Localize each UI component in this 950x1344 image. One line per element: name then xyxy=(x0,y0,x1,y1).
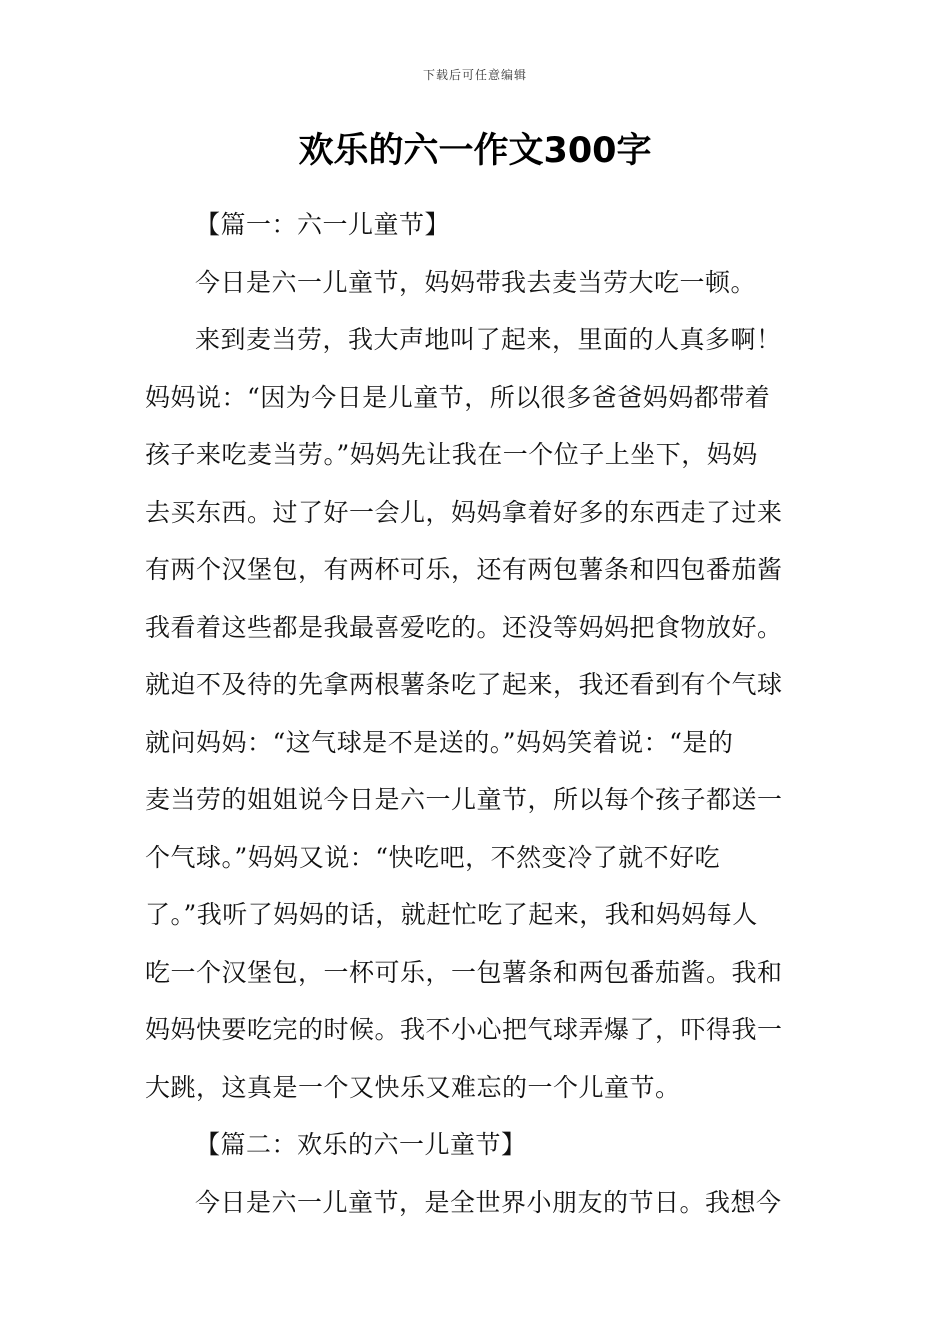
paragraph-line: 吃一个汉堡包，一杯可乐，一包薯条和两包番茄酱。我和 xyxy=(145,957,783,987)
paragraph-line: 大跳，这真是一个又快乐又难忘的一个儿童节。 xyxy=(145,1072,681,1102)
paragraph-line: 今日是六一儿童节，是全世界小朋友的节日。我想今 xyxy=(195,1187,782,1217)
paragraph-line: 麦当劳的姐姐说今日是六一儿童节，所以每个孩子都送一 xyxy=(145,785,783,814)
paragraph-line: 有两个汉堡包，有两杯可乐，还有两包薯条和四包番茄酱 xyxy=(145,555,783,584)
paragraph-line: 个气球。”妈妈又说：“快吃吧，不然变冷了就不好吃 xyxy=(145,842,721,872)
paragraph-line: 就迫不及待的先拿两根薯条吃了起来，我还看到有个气球 xyxy=(145,670,783,699)
paragraph-line: 妈妈快要吃完的时候。我不小心把气球弄爆了，吓得我一 xyxy=(145,1015,783,1044)
section-heading-2: 【篇二：欢乐的六一儿童节】 xyxy=(195,1130,527,1159)
header-note: 下载后可任意编辑 xyxy=(422,68,527,82)
paragraph-line: 孩子来吃麦当劳。”妈妈先让我在一个位子上坐下，妈妈 xyxy=(145,440,758,469)
paragraph-line: 去买东西。过了好一会儿，妈妈拿着好多的东西走了过来 xyxy=(145,497,783,527)
paragraph-line: 就问妈妈：“这气球是不是送的。”妈妈笑着说：“是的 xyxy=(145,727,734,757)
document-title: 欢乐的六一作文300字 xyxy=(298,131,652,171)
paragraph-line: 来到麦当劳，我大声地叫了起来，里面的人真多啊！ xyxy=(195,325,782,354)
paragraph-line: 妈妈说：“因为今日是儿童节，所以很多爸爸妈妈都带着 xyxy=(145,382,771,412)
section-heading-1: 【篇一：六一儿童节】 xyxy=(195,210,451,239)
paragraph-line: 我看着这些都是我最喜爱吃的。还没等妈妈把食物放好。 xyxy=(145,612,783,642)
paragraph-line: 了。”我听了妈妈的话，就赶忙吃了起来，我和妈妈每人 xyxy=(145,900,758,929)
paragraph-line: 今日是六一儿童节，妈妈带我去麦当劳大吃一顿。 xyxy=(195,267,757,297)
document-body xyxy=(145,196,810,1231)
